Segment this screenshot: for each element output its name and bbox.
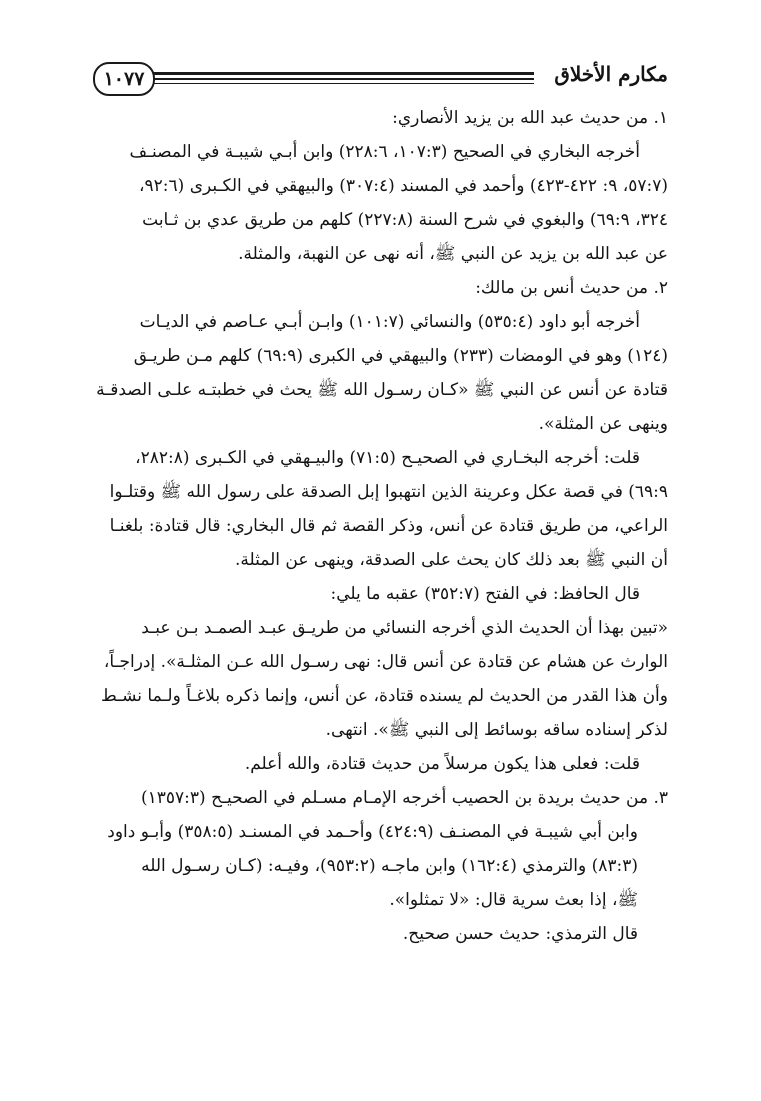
section-heading: ٢. من حديث أنس بن مالك: <box>475 278 668 298</box>
text-line: ٣٢٤، ٦٩:٩) والبغوي في شرح السنة (٢٢٧:٨) كلهم من طريق عدي بن ثـابت <box>142 210 668 230</box>
text-line: وينهى عن المثلة». <box>538 414 668 434</box>
section-heading: ١. من حديث عبد الله بن يزيد الأنصاري: <box>392 108 668 128</box>
text-line: ﷺ، إذا بعث سرية قال: «لا تمثلوا». <box>389 890 638 910</box>
header-rule <box>153 83 534 84</box>
text-line: قلت: فعلى هذا يكون مرسلاً من حديث قتادة، والله أعلم. <box>244 754 640 774</box>
text-line: أخرجه البخاري في الصحيح (١٠٧:٣، ٢٢٨:٦) وابن أبـي شيبـة في المصنـف <box>129 142 640 162</box>
section-heading: ٣. من حديث بريدة بن الحصيب أخرجه الإمـام مسـلم في الصحيـح (١٣٥٧:٣) <box>141 788 668 808</box>
header-rule <box>153 78 534 80</box>
text-line: (١٢٤) وهو في الومضات (٢٣٣) والبيهقي في الكبرى (٦٩:٩) كلهم مـن طريـق <box>133 346 668 366</box>
page-body <box>93 101 668 951</box>
page-header <box>93 58 668 98</box>
quote-line: «تبين بهذا أن الحديث الذي أخرجه النسائي من طريـق عبـد الصمـد بـن عبـد <box>141 618 668 638</box>
text-line: قال الترمذي: حديث حسن صحيح. <box>402 924 638 944</box>
text-line: أن النبي ﷺ بعد ذلك كان يحث على الصدقة، وينهى عن المثلة. <box>234 550 668 570</box>
text-line: الراعي، من طريق قتادة عن أنس، وذكر القصة ثم قال البخاري: قال قتادة: بلغنـا <box>109 516 668 536</box>
page-number: ١٠٧٧ <box>93 62 155 96</box>
text-line: قتادة عن أنس عن النبي ﷺ «كـان رسـول الله ﷺ يحث في خطبتـه علـى الصدقـة <box>96 380 668 400</box>
header-rule <box>153 72 534 75</box>
text-line: وابن أبي شيبـة في المصنـف (٤٢٤:٩) وأحـمد في المسنـد (٣٥٨:٥) وأبـو داود <box>107 822 638 842</box>
text-line: ٦٩:٩) في قصة عكل وعرينة الذين انتهبوا إبل الصدقة على رسول الله ﷺ وقتلـوا <box>109 482 668 502</box>
text-line: أخرجه أبو داود (٥٣٥:٤) والنسائي (١٠١:٧) وابـن أبـي عـاصم في الديـات <box>139 312 640 332</box>
book-title: مكارم الأخلاق <box>554 62 668 86</box>
text-line: قال الحافظ: في الفتح (٣٥٢:٧) عقبه ما يلي: <box>330 584 640 604</box>
text-line: (٥٧:٧، ٩: ٤٢٢-٤٢٣) وأحمد في المسند (٣٠٧:٤) والبيهقي في الكـبرى (٩٢:٦، <box>139 176 668 196</box>
text-line: قلت: أخرجه البخـاري في الصحيـح (٧١:٥) والبيـهقي في الكـبرى (٢٨٢:٨، <box>135 448 640 468</box>
text-line: عن عبد الله بن يزيد عن النبي ﷺ، أنه نهى عن النهبة، والمثلة. <box>238 244 668 264</box>
quote-line: الوارث عن هشام عن قتادة عن أنس قال: نهى رسـول الله عـن المثلـة». إدراجـاً، <box>103 652 668 672</box>
text-line: (٨٣:٣) والترمذي (١٦٢:٤) وابن ماجـه (٩٥٣:٢)، وفيـه: (كـان رسـول الله <box>141 856 638 876</box>
quote-line: لذكر إسناده ساقه بوسائط إلى النبي ﷺ». انتهى. <box>325 720 668 740</box>
quote-line: وأن هذا القدر من الحديث لم يسنده قتادة، عن أنس، وإنما ذكره بلاغـاً ولـما نشـط <box>101 686 668 706</box>
